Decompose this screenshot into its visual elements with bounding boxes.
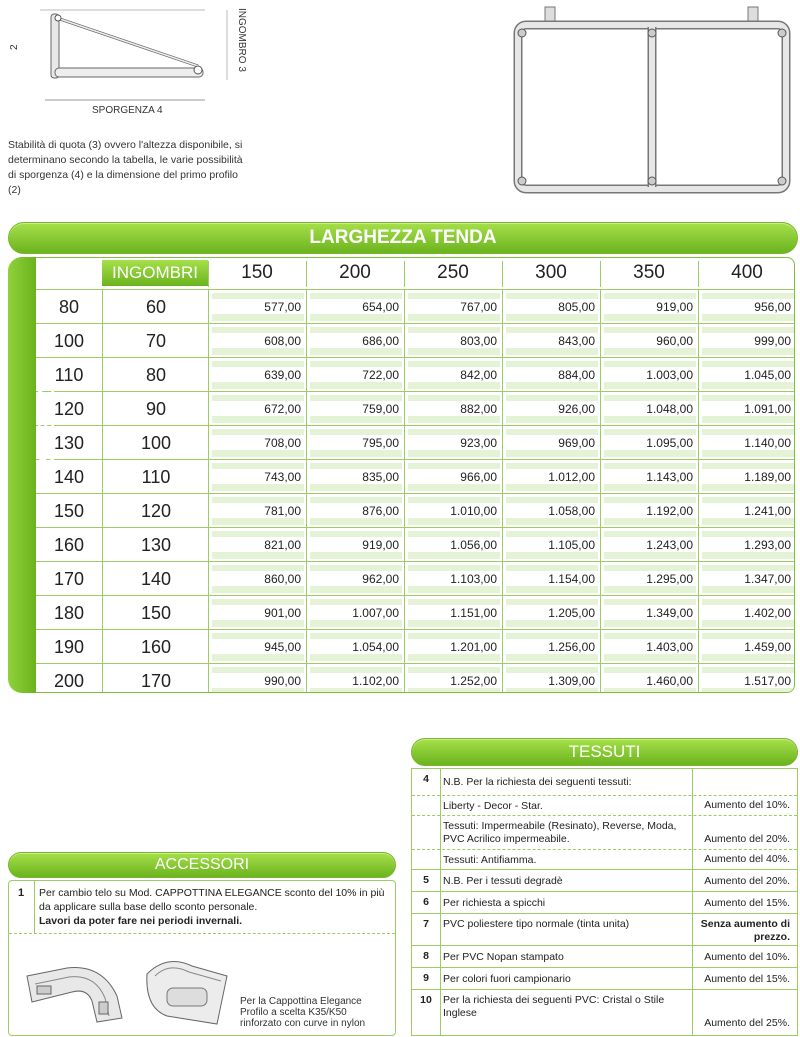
price-value: 999,00 bbox=[754, 334, 791, 348]
price-value: 1.091,00 bbox=[744, 402, 791, 416]
tessuti-text: N.B. Per la richiesta dei seguenti tessuti: bbox=[443, 775, 632, 788]
price-cell bbox=[698, 324, 795, 358]
sporgenza-value: 100 bbox=[53, 331, 85, 351]
price-cell bbox=[404, 494, 503, 528]
table-row bbox=[36, 357, 794, 392]
tessuti-row bbox=[412, 967, 797, 990]
price-value: 860,00 bbox=[264, 572, 301, 586]
sporgenza-value: 180 bbox=[53, 603, 85, 623]
ingombri-value: 150 bbox=[102, 596, 209, 630]
price-value: 654,00 bbox=[362, 300, 399, 314]
price-value: 821,00 bbox=[264, 538, 301, 552]
ingombri-value: 60 bbox=[102, 290, 209, 324]
price-value: 1.007,00 bbox=[352, 606, 399, 620]
price-cell bbox=[698, 460, 795, 494]
price-value: 962,00 bbox=[362, 572, 399, 586]
dimension-label-4: SPORGENZA 4 bbox=[92, 105, 163, 116]
price-value: 1.102,00 bbox=[352, 674, 399, 688]
price-cell bbox=[600, 460, 699, 494]
price-cell bbox=[698, 290, 795, 324]
tessuti-value: Senza aumento di prezzo. bbox=[700, 918, 790, 943]
caption-line-2: Profilo a scelta K35/K50 bbox=[240, 1007, 347, 1018]
accessori-text bbox=[39, 886, 389, 928]
price-cell bbox=[502, 324, 601, 358]
price-value: 843,00 bbox=[558, 334, 595, 348]
width-header: 400 bbox=[731, 262, 763, 283]
price-cell bbox=[600, 630, 699, 664]
price-value: 722,00 bbox=[362, 368, 399, 382]
tessuti-num: 6 bbox=[423, 896, 429, 908]
price-cell bbox=[208, 562, 307, 596]
price-cell bbox=[208, 494, 307, 528]
price-cell bbox=[404, 358, 503, 392]
table-row bbox=[36, 663, 794, 693]
price-cell bbox=[698, 664, 795, 693]
tessuti-num: 8 bbox=[423, 950, 429, 962]
price-value: 672,00 bbox=[264, 402, 301, 416]
price-cell bbox=[502, 426, 601, 460]
table-row bbox=[36, 561, 794, 596]
price-value: 923,00 bbox=[460, 436, 497, 450]
price-value: 743,00 bbox=[264, 470, 301, 484]
price-cell bbox=[502, 596, 601, 630]
price-cell bbox=[698, 596, 795, 630]
price-cell bbox=[698, 358, 795, 392]
sporgenza-value: 110 bbox=[54, 365, 84, 385]
price-cell bbox=[502, 494, 601, 528]
price-value: 919,00 bbox=[656, 300, 693, 314]
price-cell bbox=[698, 528, 795, 562]
price-value: 1.460,00 bbox=[646, 674, 693, 688]
price-value: 639,00 bbox=[264, 368, 301, 382]
price-cell bbox=[698, 494, 795, 528]
tessuti-text: PVC poliestere tipo normale (tinta unita) bbox=[443, 918, 630, 930]
price-cell bbox=[306, 528, 405, 562]
price-cell bbox=[404, 324, 503, 358]
table-row bbox=[36, 527, 794, 562]
awning-frame-image bbox=[510, 5, 795, 195]
price-cell bbox=[208, 426, 307, 460]
ingombri-value: 120 bbox=[102, 494, 209, 528]
tessuti-row bbox=[412, 989, 797, 1034]
diagram-note: Stabilità di quota (3) ovvero l'altezza disponibile, si determinano secondo la tabella, le varie possibilità di sporgenza (4) e la dimensione del primo profilo (2) bbox=[8, 139, 243, 196]
price-value: 759,00 bbox=[362, 402, 399, 416]
price-value: 1.295,00 bbox=[646, 572, 693, 586]
caption-line-1: Per la Cappottina Elegance bbox=[240, 996, 362, 1007]
tessuti-text: Per colori fuori campionario bbox=[443, 972, 571, 985]
tessuti-value: Aumento del 25%. bbox=[704, 1017, 790, 1029]
width-header: 350 bbox=[633, 262, 665, 283]
price-cell bbox=[600, 426, 699, 460]
price-value: 1.103,00 bbox=[450, 572, 497, 586]
tessuti-text: N.B. Per i tessuti degradè bbox=[443, 874, 563, 887]
price-cell bbox=[600, 290, 699, 324]
price-cell bbox=[404, 562, 503, 596]
sporgenza-value: 190 bbox=[53, 637, 85, 657]
price-value: 1.459,00 bbox=[744, 640, 791, 654]
profile-caption bbox=[240, 996, 365, 1029]
sporgenza-bar bbox=[8, 257, 36, 693]
price-value: 1.201,00 bbox=[450, 640, 497, 654]
ingombri-header: INGOMBRI bbox=[102, 260, 208, 286]
table-row bbox=[36, 493, 794, 528]
table-row bbox=[36, 289, 794, 324]
dimension-label-2: 2 bbox=[9, 44, 20, 50]
width-header: 200 bbox=[339, 262, 371, 283]
sporgenza-value: 200 bbox=[53, 671, 85, 691]
dimension-label-3: INGOMBRO 3 bbox=[236, 8, 247, 72]
tessuti-text: Tessuti: Impermeabile (Resinato), Reverse, Moda, PVC Acrilico impermeabile. bbox=[443, 820, 677, 845]
price-value: 919,00 bbox=[362, 538, 399, 552]
price-cell bbox=[698, 630, 795, 664]
tessuti-text: Per la richiesta dei seguenti PVC: Cristal o Stile Inglese bbox=[443, 994, 665, 1019]
sporgenza-value: 130 bbox=[53, 433, 85, 453]
sporgenza-value: 170 bbox=[53, 569, 85, 589]
tessuti-num: 4 bbox=[423, 773, 429, 785]
tessuti-num: 9 bbox=[423, 972, 429, 984]
price-cell bbox=[208, 290, 307, 324]
price-cell bbox=[306, 596, 405, 630]
ingombri-value: 70 bbox=[102, 324, 209, 358]
tessuti-row bbox=[412, 869, 797, 892]
tessuti-value: Aumento del 20%. bbox=[704, 833, 790, 845]
price-value: 767,00 bbox=[460, 300, 497, 314]
sporgenza-value: 80 bbox=[58, 297, 80, 317]
price-cell bbox=[208, 460, 307, 494]
price-value: 577,00 bbox=[264, 300, 301, 314]
accessori-description: Per cambio telo su Mod. CAPPOTTINA ELEGANCE sconto del 10% in più da applicare sulla base dello sconto personale. bbox=[39, 887, 385, 913]
price-value: 1.309,00 bbox=[548, 674, 595, 688]
price-value: 1.189,00 bbox=[744, 470, 791, 484]
price-cell bbox=[404, 290, 503, 324]
price-cell bbox=[698, 562, 795, 596]
width-header: 150 bbox=[241, 262, 273, 283]
tessuti-row bbox=[412, 849, 797, 870]
price-cell bbox=[600, 494, 699, 528]
tessuti-value: Aumento del 10%. bbox=[704, 799, 790, 811]
price-value: 1.048,00 bbox=[646, 402, 693, 416]
tessuti-row bbox=[412, 815, 797, 850]
table-row bbox=[36, 323, 794, 358]
accessori-box bbox=[8, 880, 396, 1036]
price-cell bbox=[404, 528, 503, 562]
price-cell bbox=[306, 358, 405, 392]
price-cell bbox=[208, 358, 307, 392]
price-value: 1.252,00 bbox=[450, 674, 497, 688]
tessuti-value: Aumento del 10%. bbox=[704, 951, 790, 963]
price-cell bbox=[600, 528, 699, 562]
sporgenza-value: 120 bbox=[53, 399, 85, 419]
price-cell bbox=[502, 392, 601, 426]
price-cell bbox=[306, 392, 405, 426]
price-table bbox=[8, 257, 796, 693]
price-value: 1.105,00 bbox=[548, 538, 595, 552]
tessuti-row bbox=[412, 769, 797, 795]
tessuti-value: Aumento del 20%. bbox=[704, 875, 790, 887]
price-cell bbox=[698, 392, 795, 426]
table-row bbox=[36, 425, 794, 460]
price-cell bbox=[208, 596, 307, 630]
price-value: 1.349,00 bbox=[646, 606, 693, 620]
ingombri-value: 110 bbox=[102, 460, 209, 494]
price-value: 781,00 bbox=[264, 504, 301, 518]
price-value: 835,00 bbox=[362, 470, 399, 484]
price-cell bbox=[306, 426, 405, 460]
price-value: 960,00 bbox=[656, 334, 693, 348]
price-cell bbox=[404, 596, 503, 630]
price-value: 1.054,00 bbox=[352, 640, 399, 654]
price-value: 1.192,00 bbox=[646, 504, 693, 518]
price-cell bbox=[306, 290, 405, 324]
tessuti-text: Liberty - Decor - Star. bbox=[443, 799, 543, 812]
tessuti-text: Tessuti: Antifiamma. bbox=[443, 853, 537, 866]
price-value: 1.095,00 bbox=[646, 436, 693, 450]
caption-line-3: rinforzato con curve in nylon bbox=[240, 1018, 366, 1029]
price-value: 1.010,00 bbox=[450, 504, 497, 518]
sporgenza-value: 140 bbox=[53, 467, 85, 487]
tessuti-num: 10 bbox=[420, 994, 432, 1006]
price-value: 1.045,00 bbox=[744, 368, 791, 382]
price-value: 1.293,00 bbox=[744, 538, 791, 552]
tessuti-row bbox=[412, 913, 797, 946]
ingombri-value: 160 bbox=[102, 630, 209, 664]
ingombri-value: 100 bbox=[102, 426, 209, 460]
price-cell bbox=[502, 664, 601, 693]
price-value: 884,00 bbox=[558, 368, 595, 382]
price-value: 1.058,00 bbox=[548, 504, 595, 518]
profile-curves-image bbox=[17, 946, 237, 1031]
price-value: 966,00 bbox=[460, 470, 497, 484]
price-cell bbox=[404, 460, 503, 494]
tessuti-text: Per PVC Nopan stampato bbox=[443, 950, 564, 963]
price-cell bbox=[306, 324, 405, 358]
tessuti-text: Per richiesta a spicchi bbox=[443, 896, 546, 909]
tessuti-title: TESSUTI bbox=[411, 738, 798, 766]
price-value: 1.517,00 bbox=[744, 674, 791, 688]
table-row bbox=[36, 391, 794, 426]
price-cell bbox=[600, 596, 699, 630]
price-value: 1.056,00 bbox=[450, 538, 497, 552]
price-cell bbox=[502, 528, 601, 562]
tessuti-row bbox=[412, 891, 797, 914]
price-cell bbox=[404, 392, 503, 426]
price-cell bbox=[502, 290, 601, 324]
price-value: 803,00 bbox=[460, 334, 497, 348]
price-cell bbox=[208, 392, 307, 426]
ingombri-value: 130 bbox=[102, 528, 209, 562]
price-value: 1.241,00 bbox=[744, 504, 791, 518]
price-value: 1.347,00 bbox=[744, 572, 791, 586]
price-value: 1.151,00 bbox=[450, 606, 497, 620]
table-title: LARGHEZZA TENDA bbox=[8, 222, 798, 254]
price-value: 1.256,00 bbox=[548, 640, 595, 654]
price-cell bbox=[208, 664, 307, 693]
ingombri-value: 80 bbox=[102, 358, 209, 392]
price-value: 882,00 bbox=[460, 402, 497, 416]
price-cell bbox=[404, 426, 503, 460]
price-cell bbox=[404, 630, 503, 664]
price-cell bbox=[208, 324, 307, 358]
sporgenza-value: 150 bbox=[53, 501, 85, 521]
tessuti-value: Aumento del 15%. bbox=[704, 973, 790, 985]
price-value: 990,00 bbox=[264, 674, 301, 688]
tessuti-value: Aumento del 15%. bbox=[704, 897, 790, 909]
price-value: 1.403,00 bbox=[646, 640, 693, 654]
price-value: 1.003,00 bbox=[646, 368, 693, 382]
tessuti-row bbox=[412, 795, 797, 816]
price-cell bbox=[502, 630, 601, 664]
price-cell bbox=[502, 358, 601, 392]
ingombri-value: 170 bbox=[102, 664, 209, 693]
price-value: 901,00 bbox=[264, 606, 301, 620]
accessori-num: 1 bbox=[18, 887, 25, 899]
price-value: 708,00 bbox=[264, 436, 301, 450]
price-cell bbox=[600, 392, 699, 426]
width-header: 300 bbox=[535, 262, 567, 283]
price-value: 608,00 bbox=[264, 334, 301, 348]
price-value: 956,00 bbox=[754, 300, 791, 314]
accessori-title: ACCESSORI bbox=[8, 852, 396, 878]
price-value: 969,00 bbox=[558, 436, 595, 450]
price-cell bbox=[600, 358, 699, 392]
tessuti-num: 7 bbox=[423, 918, 429, 930]
tessuti-row bbox=[412, 945, 797, 968]
tessuti-value: Aumento del 40%. bbox=[704, 853, 790, 865]
price-value: 1.205,00 bbox=[548, 606, 595, 620]
price-value: 805,00 bbox=[558, 300, 595, 314]
price-cell bbox=[208, 528, 307, 562]
ingombri-value: 140 bbox=[102, 562, 209, 596]
price-cell bbox=[600, 324, 699, 358]
price-cell bbox=[502, 562, 601, 596]
price-cell bbox=[306, 630, 405, 664]
price-value: 686,00 bbox=[362, 334, 399, 348]
accessori-bold-note: Lavori da poter fare nei periodi invernali. bbox=[39, 915, 243, 927]
price-cell bbox=[208, 630, 307, 664]
price-value: 945,00 bbox=[264, 640, 301, 654]
sporgenza-label: SPORGENZA bbox=[33, 370, 59, 525]
price-value: 1.143,00 bbox=[646, 470, 693, 484]
price-cell bbox=[404, 664, 503, 693]
price-cell bbox=[698, 426, 795, 460]
price-value: 1.402,00 bbox=[744, 606, 791, 620]
sporgenza-value: 160 bbox=[53, 535, 85, 555]
tessuti-num: 5 bbox=[423, 874, 429, 886]
price-value: 926,00 bbox=[558, 402, 595, 416]
price-value: 842,00 bbox=[460, 368, 497, 382]
price-cell bbox=[306, 460, 405, 494]
price-value: 1.012,00 bbox=[548, 470, 595, 484]
price-cell bbox=[600, 562, 699, 596]
price-table-grid bbox=[36, 257, 795, 693]
table-row bbox=[36, 629, 794, 664]
ingombri-value: 90 bbox=[102, 392, 209, 426]
price-value: 795,00 bbox=[362, 436, 399, 450]
price-value: 1.140,00 bbox=[744, 436, 791, 450]
price-value: 1.243,00 bbox=[646, 538, 693, 552]
price-cell bbox=[502, 460, 601, 494]
table-row bbox=[36, 595, 794, 630]
table-row bbox=[36, 459, 794, 494]
price-cell bbox=[306, 562, 405, 596]
price-cell bbox=[306, 494, 405, 528]
price-cell bbox=[306, 664, 405, 693]
price-value: 1.154,00 bbox=[548, 572, 595, 586]
tessuti-table bbox=[411, 768, 798, 1036]
width-header: 250 bbox=[437, 262, 469, 283]
price-cell bbox=[600, 664, 699, 693]
price-value: 876,00 bbox=[362, 504, 399, 518]
